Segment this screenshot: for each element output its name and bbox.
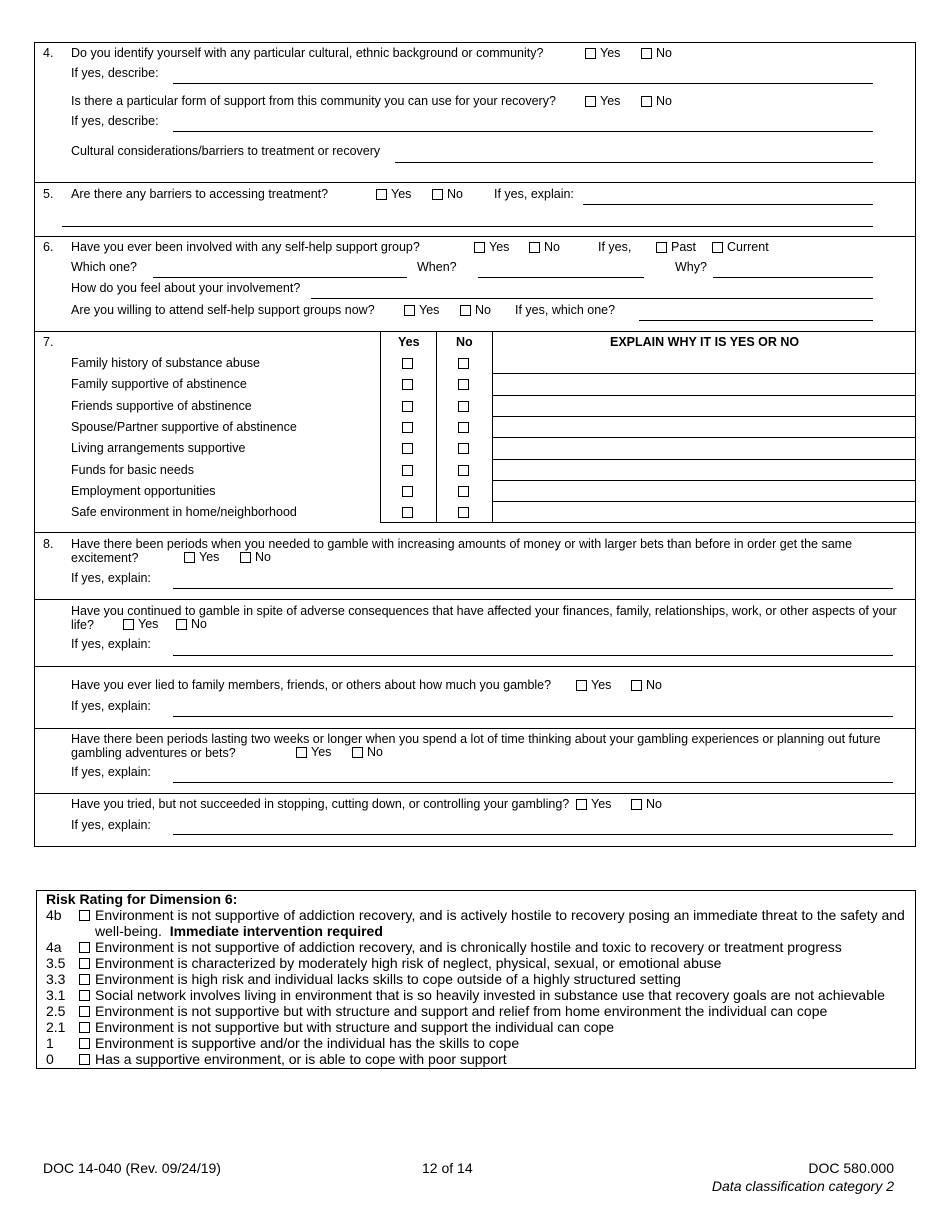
q8-1-explain-label: If yes, explain:	[71, 571, 151, 585]
q4-2-yes-checkbox[interactable]	[585, 94, 620, 109]
q8-question-4-text: Have there been periods lasting two weeks or longer when you spend a lot of time thinking about your gambling experiences or planning out future gambling adventures or bets?	[71, 732, 881, 760]
q7-row-no-checkbox[interactable]	[458, 507, 469, 518]
q8-4-explain-field[interactable]	[173, 782, 893, 783]
checkbox-box[interactable]	[432, 189, 443, 200]
q6-question: Have you ever been involved with any self-help support group?	[71, 240, 420, 254]
checkbox-box[interactable]	[576, 680, 587, 691]
q8-3-no-checkbox[interactable]	[631, 678, 662, 693]
divider-7-8	[34, 532, 916, 533]
q5-yes-checkbox[interactable]	[376, 187, 411, 202]
q4-question-1: Do you identify yourself with any particular cultural, ethnic background or community?	[71, 46, 544, 60]
q8-question-1-text: Have there been periods when you needed to gamble with increasing amounts of money or with larger bets than before in order get the same excitement?	[71, 537, 853, 565]
q4-cultural-field[interactable]	[395, 162, 873, 163]
q7-row-explain-field[interactable]	[492, 416, 916, 417]
q6-yes-checkbox[interactable]	[474, 240, 509, 255]
q7-row-yes-checkbox[interactable]	[402, 379, 413, 390]
q6-which-one-field[interactable]	[639, 320, 873, 321]
q8-3-explain-field[interactable]	[173, 716, 893, 717]
risk-text-continued	[95, 923, 383, 939]
divider-6-7	[34, 331, 916, 332]
q6-if-yes-label: If yes,	[598, 240, 632, 254]
footer-classification: Data classification category 2	[711, 1178, 894, 1194]
q5-question: Are there any barriers to accessing treatment?	[71, 187, 329, 201]
q8-question-2-text: Have you continued to gamble in spite of adverse consequences that have affected your finances, family, relationships, work, or other aspects of your life?	[71, 604, 897, 632]
checkbox-box[interactable]	[641, 48, 652, 59]
q7-row-yes-checkbox[interactable]	[402, 358, 413, 369]
footer-doc-number: DOC 580.000	[808, 1160, 894, 1176]
q7-row-explain-field[interactable]	[492, 501, 916, 502]
q8-question-5: Have you tried, but not succeeded in stopping, cutting down, or controlling your gambling?	[71, 797, 570, 811]
risk-text: Environment is not supportive of addiction recovery, and is actively hostile to recovery posing an immediate threat to the safety and	[95, 907, 905, 923]
q7-row-no-checkbox[interactable]	[458, 486, 469, 497]
q7-col-divider-2	[436, 331, 437, 522]
q4-question-2: Is there a particular form of support from this community you can use for your recovery?	[71, 94, 556, 108]
checkbox-box[interactable]	[184, 552, 195, 563]
checkbox-box[interactable]	[712, 242, 723, 253]
q8-5-explain-field[interactable]	[173, 834, 893, 835]
q8-1-no-checkbox[interactable]	[240, 550, 271, 565]
q6-past-checkbox[interactable]	[656, 240, 696, 255]
q8-number: 8.	[43, 537, 54, 551]
checkbox-box[interactable]	[352, 747, 363, 758]
q7-row-no-checkbox[interactable]	[458, 401, 469, 412]
divider-8a	[34, 599, 916, 600]
q7-row-no-checkbox[interactable]	[458, 358, 469, 369]
risk-code: 2.5	[46, 1003, 66, 1019]
q8-5-no-checkbox[interactable]	[631, 797, 662, 812]
q5-explain-label: If yes, explain:	[494, 187, 574, 201]
checkbox-box[interactable]	[529, 242, 540, 253]
q8-4-explain-label: If yes, explain:	[71, 765, 151, 779]
q6-which-label: Which one?	[71, 260, 138, 274]
checkbox-box[interactable]	[240, 552, 251, 563]
checkbox-label: Yes	[138, 617, 159, 631]
checkbox-label: Yes	[600, 46, 621, 60]
risk-code: 2.1	[46, 1019, 66, 1035]
q7-row-explain-field[interactable]	[492, 522, 916, 523]
q5-no-checkbox[interactable]	[432, 187, 463, 202]
checkbox-box[interactable]	[631, 680, 642, 691]
footer-form-number: DOC 14-040 (Rev. 09/24/19)	[43, 1160, 221, 1176]
checkbox-label: No	[544, 240, 560, 254]
q4-describe-2-field[interactable]	[173, 131, 873, 132]
q4-describe-1-label: If yes, describe:	[71, 66, 159, 80]
divider-5-6	[34, 236, 916, 237]
checkbox-box[interactable]	[585, 48, 596, 59]
risk-text: Environment is high risk and individual lacks skills to cope outside of a highly structured setting	[95, 971, 681, 987]
risk-code: 0	[46, 1051, 54, 1067]
q4-describe-2-label: If yes, describe:	[71, 114, 159, 128]
risk-text: Environment is not supportive but with structure and support the individual can cope	[95, 1019, 615, 1035]
checkbox-box[interactable]	[474, 242, 485, 253]
q6-feel-label: How do you feel about your involvement?	[71, 281, 301, 295]
risk-text: Has a supportive environment, or is able to cope with poor support	[95, 1051, 507, 1067]
q7-col-divider-3	[492, 331, 493, 522]
q5-explain-field-2[interactable]	[62, 226, 873, 227]
q8-4-no-checkbox[interactable]	[352, 745, 383, 760]
q5-number: 5.	[43, 187, 54, 201]
q6-willing-no-checkbox[interactable]	[460, 303, 491, 318]
checkbox-box[interactable]	[585, 96, 596, 107]
checkbox-box[interactable]	[656, 242, 667, 253]
q6-which-one-label: If yes, which one?	[515, 303, 616, 317]
checkbox-label: Past	[671, 240, 697, 254]
risk-checkbox[interactable]	[79, 1054, 90, 1065]
q6-when-label: When?	[417, 260, 457, 274]
checkbox-box[interactable]	[176, 619, 187, 630]
checkbox-label: No	[367, 745, 383, 759]
q4-question-3: Cultural considerations/barriers to treatment or recovery	[71, 144, 381, 158]
checkbox-label: Yes	[591, 797, 612, 811]
q7-row-no-checkbox[interactable]	[458, 443, 469, 454]
q6-number: 6.	[43, 240, 54, 254]
q7-row-label: Living arrangements supportive	[71, 441, 246, 456]
risk-code: 1	[46, 1035, 54, 1051]
q7-row-yes-checkbox[interactable]	[402, 465, 413, 476]
q8-3-explain-label: If yes, explain:	[71, 699, 151, 713]
risk-code: 4b	[46, 907, 62, 923]
q7-row-no-checkbox[interactable]	[458, 379, 469, 390]
checkbox-box[interactable]	[641, 96, 652, 107]
q5-explain-field[interactable]	[583, 204, 873, 205]
checkbox-box[interactable]	[404, 305, 415, 316]
risk-checkbox[interactable]	[79, 974, 90, 985]
q7-col-no-header: No	[456, 335, 473, 349]
q7-row-explain-field[interactable]	[492, 480, 916, 481]
q7-row-yes-checkbox[interactable]	[402, 443, 413, 454]
risk-checkbox[interactable]	[79, 1006, 90, 1017]
risk-text: Environment is not supportive of addiction recovery, and is chronically hostile and toxic to recovery or treatment progress	[95, 939, 842, 955]
q7-row-yes-checkbox[interactable]	[402, 507, 413, 518]
risk-text: Environment is supportive and/or the individual has the skills to cope	[95, 1035, 520, 1051]
checkbox-label: No	[646, 797, 662, 811]
q7-number: 7.	[43, 335, 54, 349]
risk-code: 4a	[46, 939, 62, 955]
risk-code: 3.1	[46, 987, 66, 1003]
q6-no-checkbox[interactable]	[529, 240, 560, 255]
checkbox-label: No	[191, 617, 207, 631]
risk-urgent-note: Immediate intervention required	[169, 923, 383, 939]
checkbox-label: No	[475, 303, 491, 317]
q7-row-explain-field[interactable]	[492, 395, 916, 396]
q4-2-no-checkbox[interactable]	[641, 94, 672, 109]
q7-row-yes-checkbox[interactable]	[402, 401, 413, 412]
risk-checkbox[interactable]	[79, 990, 90, 1001]
footer-page-number: 12 of 14	[422, 1160, 473, 1176]
checkbox-label: Yes	[391, 187, 412, 201]
q8-2-explain-field[interactable]	[173, 655, 893, 656]
checkbox-label: No	[656, 94, 672, 108]
q8-2-explain-label: If yes, explain:	[71, 637, 151, 651]
q8-1-explain-field[interactable]	[173, 588, 893, 589]
risk-checkbox[interactable]	[79, 910, 90, 921]
risk-checkbox[interactable]	[79, 1038, 90, 1049]
checkbox-label: Yes	[489, 240, 510, 254]
checkbox-label: No	[646, 678, 662, 692]
risk-code: 3.5	[46, 955, 66, 971]
q6-which-field[interactable]	[153, 277, 407, 278]
risk-text-continued-plain: well-being.	[95, 923, 162, 939]
checkbox-box[interactable]	[296, 747, 307, 758]
q6-willing-question: Are you willing to attend self-help support groups now?	[71, 303, 375, 317]
q7-row-explain-field[interactable]	[492, 437, 916, 438]
q7-row-label: Family history of substance abuse	[71, 356, 260, 370]
q7-col-explain-header: EXPLAIN WHY IT IS YES OR NO	[610, 335, 800, 349]
q7-row-no-checkbox[interactable]	[458, 422, 469, 433]
checkbox-label: Current	[727, 240, 769, 254]
q7-col-yes-header: Yes	[398, 335, 420, 349]
q7-row-no-checkbox[interactable]	[458, 465, 469, 476]
q7-row-label: Friends supportive of abstinence	[71, 398, 252, 413]
q4-1-yes-checkbox[interactable]	[585, 46, 620, 61]
checkbox-box[interactable]	[376, 189, 387, 200]
q8-5-explain-label: If yes, explain:	[71, 818, 151, 832]
q6-feel-field[interactable]	[311, 298, 873, 299]
checkbox-label: No	[447, 187, 463, 201]
q8-2-no-checkbox[interactable]	[176, 617, 207, 632]
q7-row-yes-checkbox[interactable]	[402, 486, 413, 497]
q8-question-3: Have you ever lied to family members, friends, or others about how much you gamble?	[71, 678, 552, 692]
q7-row-explain-field[interactable]	[492, 459, 916, 460]
q7-row-yes-checkbox[interactable]	[402, 422, 413, 433]
q7-row-label: Family supportive of abstinence	[71, 377, 247, 392]
checkbox-label: Yes	[311, 745, 332, 759]
q6-willing-yes-checkbox[interactable]	[404, 303, 439, 318]
q7-row-label: Funds for basic needs	[71, 462, 194, 477]
q8-5-yes-checkbox[interactable]	[576, 797, 611, 812]
checkbox-label: Yes	[600, 94, 621, 108]
q4-number: 4.	[43, 46, 54, 60]
q8-2-yes-checkbox[interactable]	[123, 617, 158, 632]
checkbox-box[interactable]	[631, 799, 642, 810]
checkbox-label: Yes	[199, 550, 220, 564]
q6-when-field[interactable]	[478, 277, 644, 278]
q6-why-label: Why?	[675, 260, 707, 274]
q8-3-yes-checkbox[interactable]	[576, 678, 611, 693]
checkbox-label: No	[255, 550, 271, 564]
q7-row-label: Spouse/Partner supportive of abstinence	[71, 419, 297, 434]
q7-row-label: Safe environment in home/neighborhood	[71, 505, 297, 520]
checkbox-label: Yes	[591, 678, 612, 692]
q8-1-yes-checkbox[interactable]	[184, 550, 219, 565]
risk-checkbox[interactable]	[79, 942, 90, 953]
q6-why-field[interactable]	[713, 277, 873, 278]
divider-8c	[34, 728, 916, 729]
q7-row-label: Employment opportunities	[71, 483, 216, 498]
risk-checkbox[interactable]	[79, 1022, 90, 1033]
q7-row-explain-field[interactable]	[492, 373, 916, 374]
checkbox-label: Yes	[419, 303, 440, 317]
divider-4-5	[34, 182, 916, 183]
checkbox-box[interactable]	[460, 305, 471, 316]
divider-8d	[34, 793, 916, 794]
divider-8b	[34, 666, 916, 667]
checkbox-box[interactable]	[123, 619, 134, 630]
risk-text: Environment is not supportive but with structure and support and relief from home environment the individual can cope	[95, 1003, 828, 1019]
q8-4-yes-checkbox[interactable]	[296, 745, 331, 760]
q4-describe-1-field[interactable]	[173, 83, 873, 84]
risk-code: 3.3	[46, 971, 66, 987]
q6-current-checkbox[interactable]	[712, 240, 769, 255]
q8-question-4	[71, 732, 911, 760]
checkbox-box[interactable]	[576, 799, 587, 810]
q7-col-divider-1	[380, 331, 381, 522]
risk-text: Environment is characterized by moderately high risk of neglect, physical, sexual, or emotional abuse	[95, 955, 722, 971]
risk-title: Risk Rating for Dimension 6:	[46, 891, 238, 907]
checkbox-label: No	[656, 46, 672, 60]
risk-checkbox[interactable]	[79, 958, 90, 969]
risk-text: Social network involves living in environment that is so heavily invested in substance use that recovery goals are not achievable	[95, 987, 885, 1003]
q4-1-no-checkbox[interactable]	[641, 46, 672, 61]
